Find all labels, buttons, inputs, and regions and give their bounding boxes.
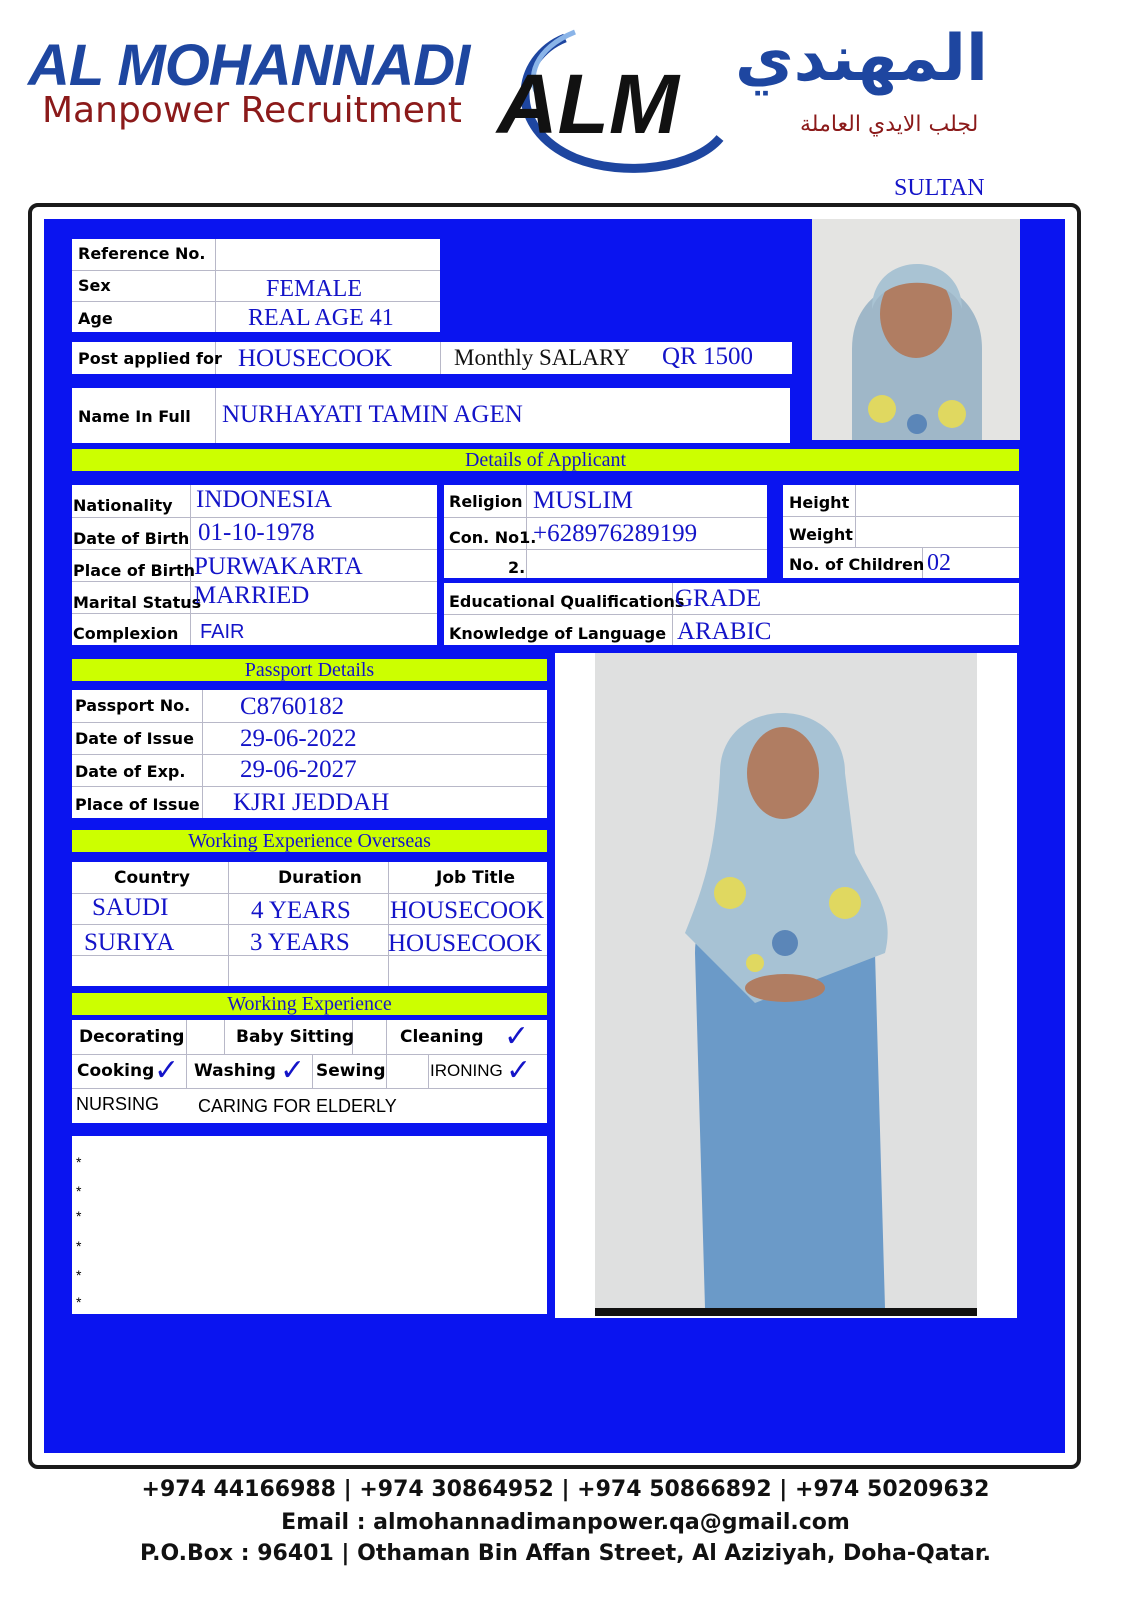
skill-decorating-label: Decorating (79, 1027, 185, 1047)
skill-nursing-label: NURSING (76, 1094, 160, 1114)
overseas-duration-1: 4 YEARS (251, 897, 351, 924)
age-label: Age (78, 309, 113, 328)
skill-washing-label: Washing (194, 1061, 276, 1081)
checkmark-icon: ✓ (506, 1053, 532, 1088)
top-info-box (72, 239, 440, 332)
note-bullet: * (76, 1267, 82, 1283)
overseas-country-2: SURIYA (84, 929, 175, 956)
religion-label: Religion (449, 492, 523, 511)
applicant-left-table (72, 485, 437, 645)
language-value: ARABIC (677, 618, 772, 645)
children-value: 02 (927, 550, 951, 576)
notes-box (72, 1136, 547, 1314)
salary-value: QR 1500 (662, 343, 753, 370)
nationality-label: Nationality (73, 496, 173, 515)
applicant-edu-table (444, 583, 1019, 645)
overseas-job-2: HOUSECOOK (388, 930, 543, 957)
religion-value: MUSLIM (533, 487, 634, 514)
pob-label: Place of Birth (73, 561, 196, 580)
skills-table (72, 1020, 547, 1123)
children-label: No. of Children (789, 555, 925, 574)
checkmark-icon: ✓ (504, 1019, 530, 1054)
exp-date-label: Date of Exp. (75, 762, 186, 781)
post-row (72, 342, 792, 374)
brand-subtitle: Manpower Recruitment (42, 90, 462, 131)
name-label: Name In Full (78, 407, 191, 426)
reference-label: Reference No. (78, 244, 206, 263)
education-label: Educational Qualifications (449, 592, 685, 611)
checkmark-icon: ✓ (154, 1053, 180, 1088)
passport-no-label: Passport No. (75, 696, 191, 715)
section-passport-details: Passport Details (72, 659, 547, 681)
overseas-duration-2: 3 YEARS (250, 929, 350, 956)
nationality-value: INDONESIA (196, 486, 333, 513)
note-bullet: * (76, 1238, 82, 1254)
footer-address: P.O.Box : 96401 | Othaman Bin Affan Street, Al Aziziyah, Doha-Qatar. (140, 1541, 991, 1566)
applicant-mid-table (444, 485, 767, 578)
section-overseas-experience: Working Experience Overseas (72, 830, 547, 852)
note-bullet: * (76, 1183, 82, 1199)
passport-table (72, 690, 547, 818)
age-value: REAL AGE 41 (248, 305, 394, 331)
issue-place-value: KJRI JEDDAH (233, 789, 390, 816)
note-bullet: * (76, 1294, 82, 1310)
dob-label: Date of Birth (73, 529, 190, 548)
header-country: Country (114, 868, 190, 888)
skill-caring-elderly-label: CARING FOR ELDERLY (198, 1096, 397, 1116)
overseas-table (72, 862, 547, 986)
brand-name-english: AL MOHANNADI (28, 33, 470, 98)
marital-value: MARRIED (194, 582, 310, 609)
brand-subtitle-arabic: لجلب الايدي العاملة (800, 112, 979, 137)
passport-no-value: C8760182 (240, 693, 345, 720)
footer-email: Email : almohannadimanpower.qa@gmail.com (281, 1510, 850, 1535)
overseas-job-1: HOUSECOOK (390, 897, 545, 924)
issue-date-value: 29-06-2022 (240, 725, 357, 752)
exp-date-value: 29-06-2027 (240, 756, 357, 783)
sex-label: Sex (78, 276, 111, 295)
pob-value: PURWAKARTA (194, 553, 363, 580)
skill-cleaning-label: Cleaning (400, 1027, 484, 1047)
issue-place-label: Place of Issue (75, 795, 200, 814)
contact1-value: +628976289199 (533, 520, 698, 547)
overseas-country-1: SAUDI (92, 894, 169, 921)
contact2-label: 2. (508, 558, 526, 577)
issue-date-label: Date of Issue (75, 729, 194, 748)
complexion-value: FAIR (200, 621, 245, 643)
skill-cooking-label: Cooking (77, 1061, 155, 1081)
applicant-portrait (812, 219, 1020, 440)
dob-value: 01-10-1978 (198, 519, 315, 546)
footer-phones: +974 44166988 | +974 30864952 | +974 50866892 | +974 50209632 (141, 1477, 990, 1502)
contact1-label: Con. No1. (449, 528, 537, 547)
header-duration: Duration (278, 868, 362, 888)
company-logo (495, 18, 725, 178)
skill-baby-sitting-label: Baby Sitting (236, 1027, 355, 1047)
logo-text: ALM (497, 57, 679, 151)
language-label: Knowledge of Language (449, 624, 667, 643)
applicant-right-table (783, 485, 1019, 578)
agent-name: SULTAN (894, 175, 985, 201)
skill-ironing-label: IRONING (430, 1061, 503, 1080)
section-working-experience: Working Experience (72, 993, 547, 1015)
applicant-full-photo (555, 653, 1017, 1318)
weight-label: Weight (789, 525, 853, 544)
post-label: Post applied for (78, 349, 222, 368)
salary-label: Monthly SALARY (454, 345, 630, 370)
name-row (72, 388, 790, 443)
checkmark-icon: ✓ (280, 1053, 306, 1088)
post-value: HOUSECOOK (238, 345, 393, 372)
skill-sewing-label: Sewing (316, 1061, 386, 1081)
brand-name-arabic: المهندي (735, 22, 988, 96)
marital-label: Marital Status (73, 593, 202, 612)
section-details-of-applicant: Details of Applicant (72, 449, 1019, 471)
sex-value: FEMALE (266, 276, 362, 302)
height-label: Height (789, 493, 850, 512)
name-value: NURHAYATI TAMIN AGEN (222, 401, 523, 428)
complexion-label: Complexion (73, 624, 179, 643)
note-bullet: * (76, 1154, 82, 1170)
header-job-title: Job Title (436, 868, 515, 888)
note-bullet: * (76, 1208, 82, 1224)
education-value: GRADE (675, 585, 762, 612)
